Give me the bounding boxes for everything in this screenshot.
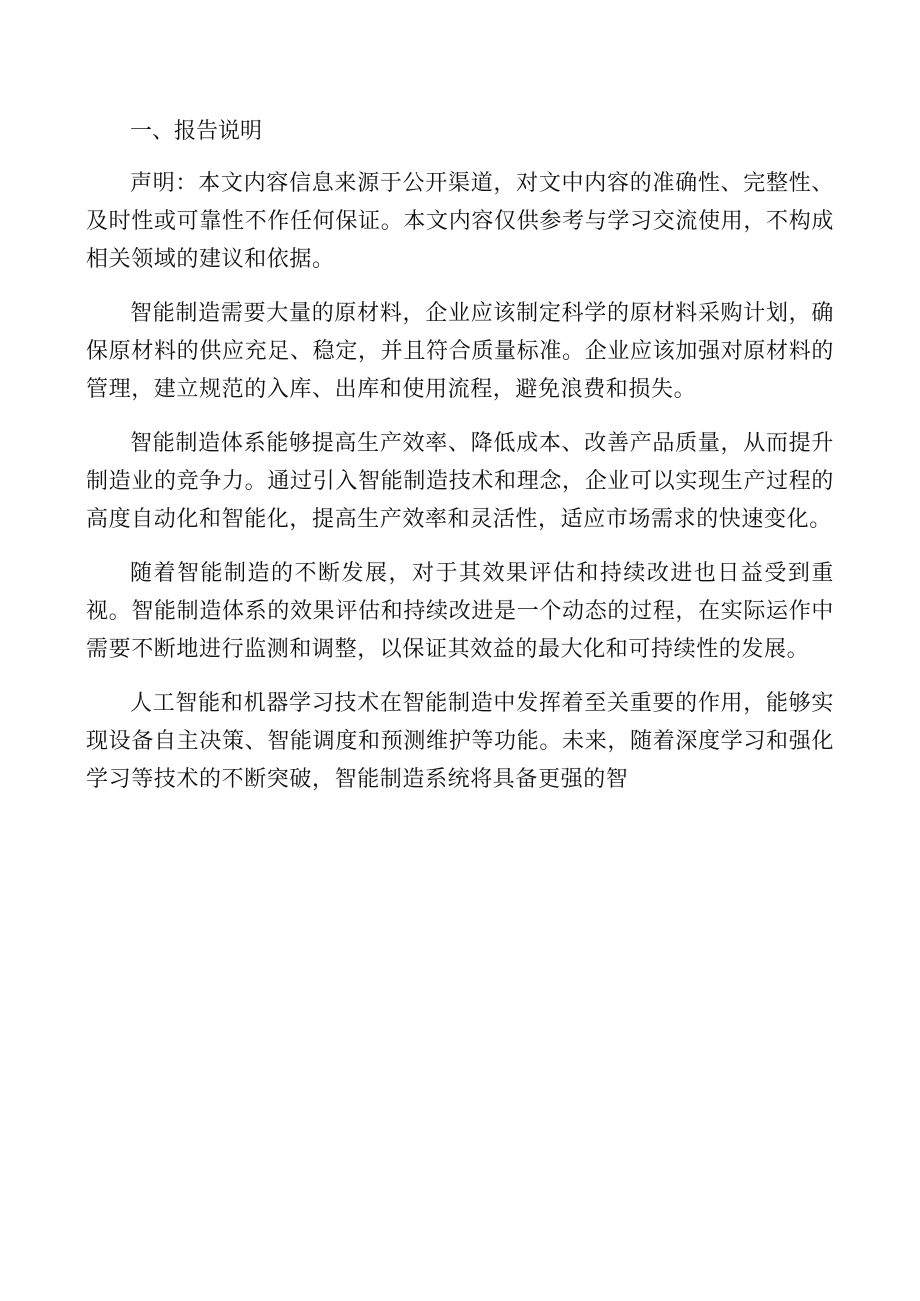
paragraph-raw-materials: 智能制造需要大量的原材料，企业应该制定科学的原材料采购计划，确保原材料的供应充足、稳定，并且符合质量标准。企业应该加强对原材料的管理，建立规范的入库、出库和使用流程，避免浪费和损失。 [86, 301, 834, 402]
document-body [86, 113, 834, 815]
paragraph-evaluation: 随着智能制造的不断发展，对于其效果评估和持续改进也日益受到重视。智能制造体系的效果评估和持续改进是一个动态的过程，在实际运作中需要不断地进行监测和调整，以保证其效益的最大化和可持续性的发展。 [86, 561, 834, 662]
paragraph-disclaimer: 声明：本文内容信息来源于公开渠道，对文中内容的准确性、完整性、及时性或可靠性不作任何保证。本文内容仅供参考与学习交流使用，不构成相关领域的建议和依据。 [86, 171, 834, 272]
paragraph-efficiency: 智能制造体系能够提高生产效率、降低成本、改善产品质量，从而提升制造业的竞争力。通过引入智能制造技术和理念，企业可以实现生产过程的高度自动化和智能化，提高生产效率和灵活性，适应市场需求的快速变化。 [86, 431, 834, 532]
section-heading: 一、报告说明 [130, 119, 263, 144]
paragraph-ai-ml: 人工智能和机器学习技术在智能制造中发挥着至关重要的作用，能够实现设备自主决策、智能调度和预测维护等功能。未来，随着深度学习和强化学习等技术的不断突破，智能制造系统将具备更强的智 [86, 691, 834, 792]
